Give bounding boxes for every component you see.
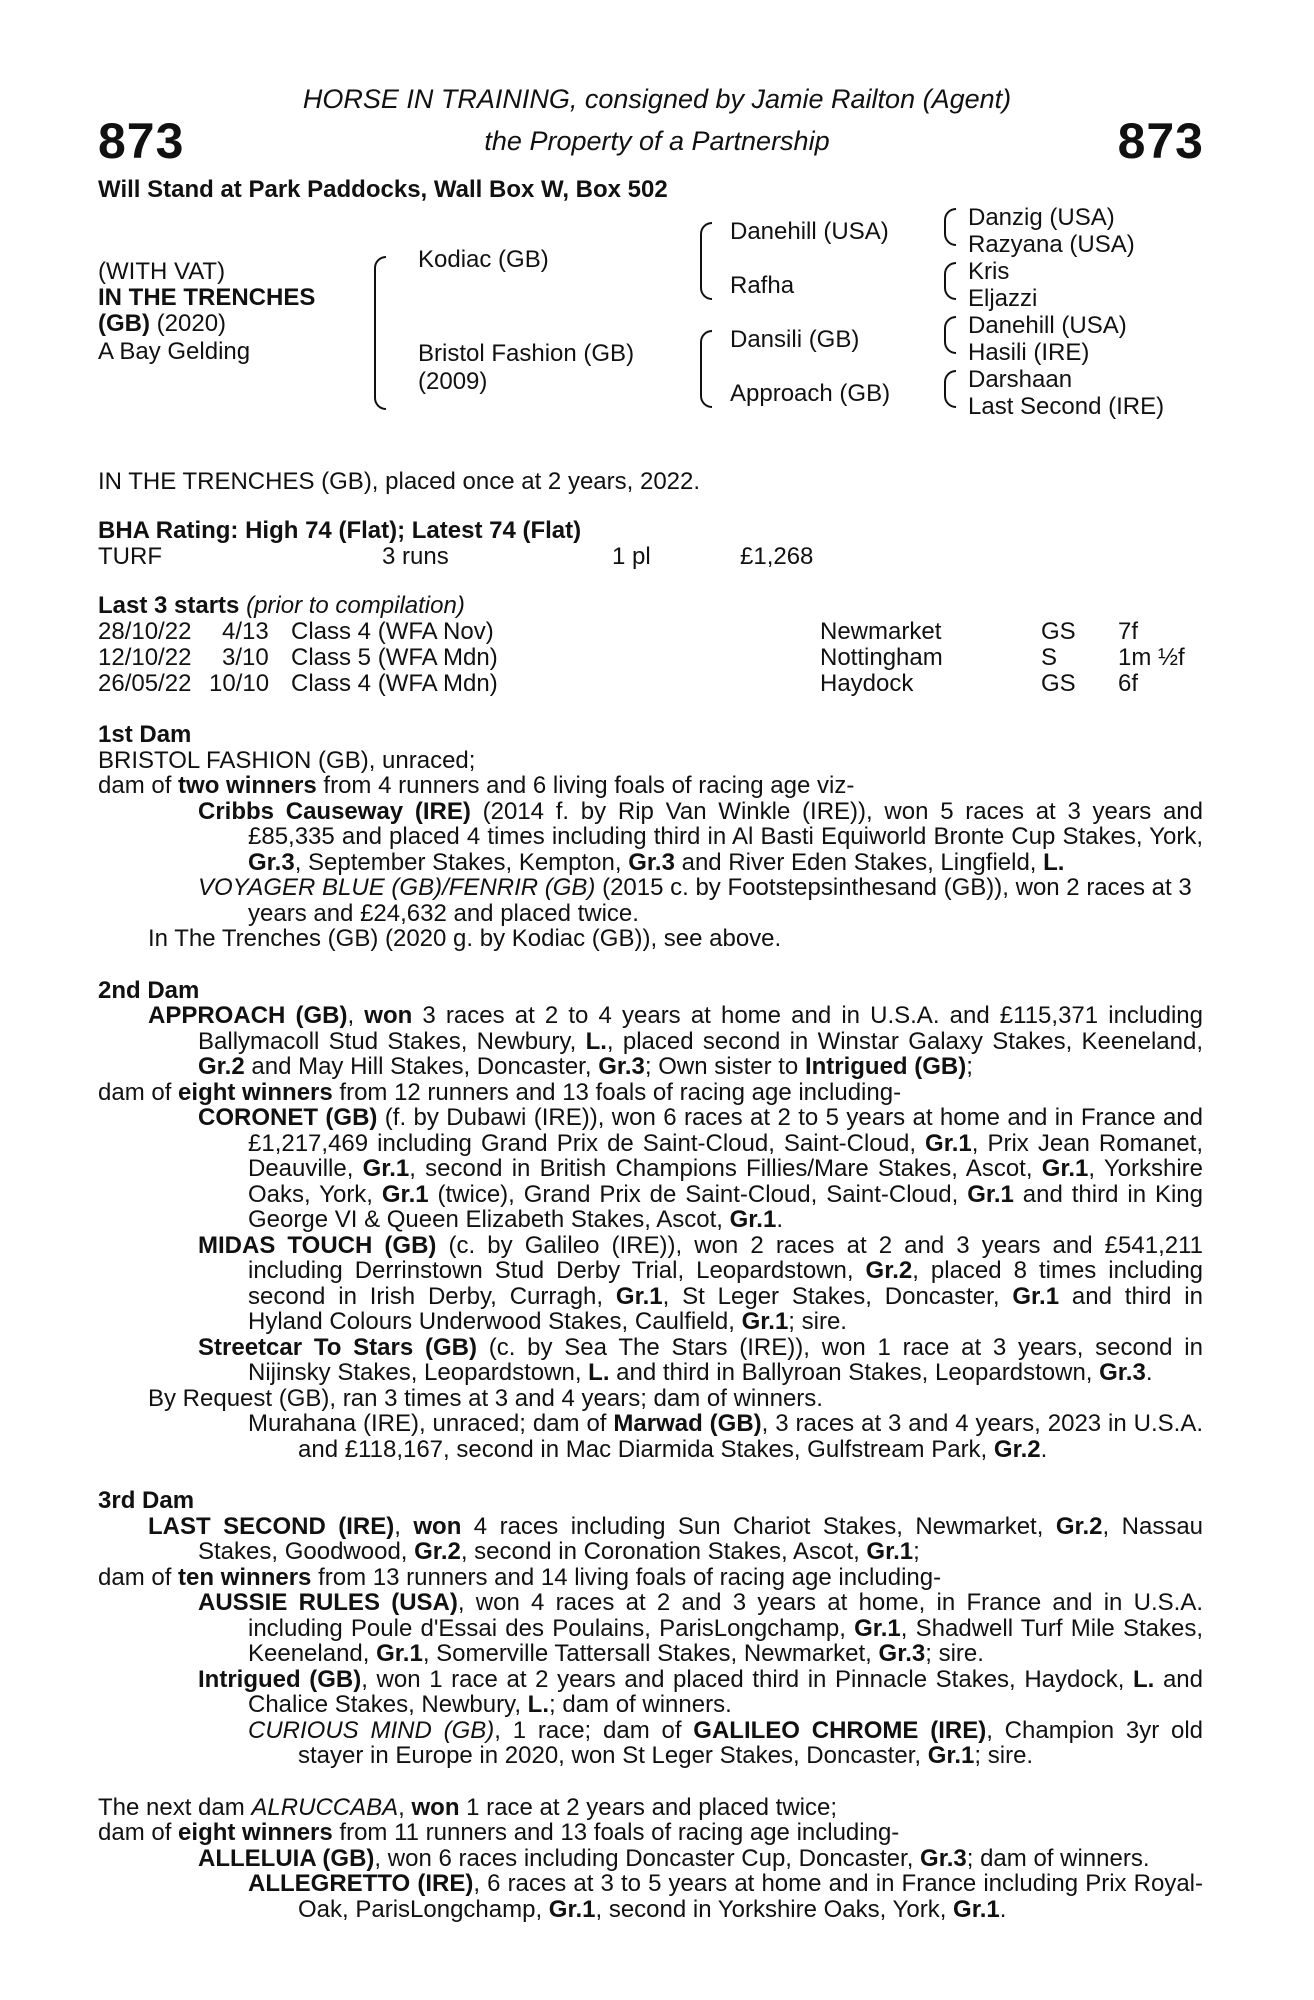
last-starts-heading — [98, 592, 465, 620]
grade: Gr.1 — [376, 1640, 423, 1667]
dam3-produce — [98, 1565, 1203, 1591]
dam2-produce-midas — [98, 1233, 1203, 1335]
text: won — [364, 1002, 413, 1029]
text: Murahana (IRE), unraced; dam of — [248, 1410, 614, 1437]
text: and River Eden Stakes, Lingfield, — [674, 848, 1044, 876]
sire-sire: Danehill (USA) — [730, 218, 889, 245]
text: ; sire. — [925, 1640, 984, 1667]
text: dam of — [98, 1078, 179, 1106]
dam: Bristol Fashion (GB) — [418, 340, 635, 367]
grade: Gr.1 — [953, 1895, 1000, 1923]
text: (c. by Galileo (IRE)), won 2 races at 2 and 3 years and £541,211 including Derrinstown Stud Derby Trial, Leopardstown, — [248, 1231, 1203, 1284]
grade: Gr.2 — [865, 1257, 913, 1284]
grade: Gr.2 — [414, 1538, 461, 1565]
vat-label: (WITH VAT) — [98, 258, 226, 285]
text: . — [1040, 1435, 1048, 1463]
dam-sire: Dansili (GB) — [730, 326, 860, 353]
gg-8: Last Second (IRE) — [968, 393, 1165, 420]
start-position: 4/13 — [222, 618, 269, 645]
grade: L. — [527, 1691, 549, 1718]
text: and third in Ballyroan Stakes, Leopardstown, — [609, 1359, 1100, 1386]
dam2-produce-byrequest: By Request (GB), ran 3 times at 3 and 4 years; dam of winners. — [148, 1384, 823, 1412]
text: , — [347, 1002, 365, 1029]
start-date: 28/10/22 — [98, 618, 192, 645]
horse-name: ALRUCCABA — [251, 1793, 399, 1821]
grade: Gr.1 — [381, 1180, 429, 1208]
brace-gg1 — [944, 208, 956, 246]
start-class: Class 4 (WFA Nov) — [291, 618, 494, 645]
dam1-produce-1 — [98, 799, 1203, 876]
text: , won 4 races at 2 and 3 years at home, in France and in U.S.A. including Poule d'Essai des Poulains, ParisLongchamp, — [248, 1589, 1204, 1642]
horse-name: Marwad (GB) — [613, 1410, 762, 1437]
text: (f. by Dubawi (IRE)), won 6 races at 2 to 5 years at home and in France and £1,217,469 including Grand Prix de Saint-Cloud, Saint-Cloud, — [248, 1104, 1203, 1157]
gg-2: Razyana (USA) — [968, 231, 1135, 258]
text: 4 races including Sun Chariot Stakes, Newmarket, — [461, 1512, 1056, 1540]
grade: Gr.1 — [729, 1206, 777, 1233]
grade: L. — [588, 1359, 610, 1386]
text: , — [394, 1512, 414, 1540]
dam3-produce-aussie — [98, 1590, 1203, 1667]
horse-name: CURIOUS MIND (GB) — [248, 1716, 495, 1744]
gg-7: Darshaan — [968, 366, 1073, 393]
text: ; — [913, 1538, 920, 1565]
grade: Gr.2 — [1055, 1512, 1103, 1540]
start-distance: 7f — [1118, 618, 1139, 645]
text: , Nassau Stakes, Goodwood, — [198, 1512, 1204, 1565]
brace-dam — [700, 330, 712, 408]
start-distance: 6f — [1118, 670, 1139, 697]
rating-placed: 1 pl — [612, 543, 651, 570]
grade: L. — [585, 1027, 607, 1055]
text: ; sire. — [788, 1308, 847, 1335]
dam1-produce-2 — [98, 875, 1203, 926]
rating-runs: 3 runs — [382, 543, 449, 570]
text: , Prix Jean Romanet, Deauville, — [248, 1129, 1203, 1182]
text: . — [999, 1895, 1007, 1923]
lot-number-right: 873 — [1117, 113, 1204, 169]
text: from 12 runners and 13 foals of racing age including- — [332, 1078, 902, 1106]
header-property: the Property of a Partnership — [484, 126, 830, 156]
start-going: GS — [1041, 670, 1076, 697]
text: , placed 8 times including second in Irish Derby, Curragh, — [248, 1257, 1204, 1310]
dam3-produce-intrigued — [98, 1667, 1203, 1718]
text: won — [411, 1793, 460, 1821]
text: dam of — [98, 1819, 179, 1846]
start-distance: 1m ½f — [1118, 644, 1185, 671]
start-date: 12/10/22 — [98, 644, 192, 671]
text: and Chalice Stakes, Newbury, — [248, 1665, 1203, 1718]
winners-count: eight winners — [178, 1078, 333, 1106]
sire: Kodiac (GB) — [418, 246, 549, 273]
text: ; — [966, 1053, 973, 1080]
horse-name: AUSSIE RULES (USA) — [198, 1589, 458, 1616]
text: , 3 races at 3 and 4 years, 2023 in U.S.A. and £118,167, second in Mac Diarmida Stakes, Gulfstream Park, — [298, 1410, 1204, 1463]
race-summary: IN THE TRENCHES (GB), placed once at 2 years, 2022. — [98, 468, 701, 495]
text: , Yorkshire Oaks, York, — [248, 1155, 1203, 1208]
dam2-produce-streetcar — [98, 1335, 1203, 1386]
start-course: Haydock — [820, 670, 914, 697]
sire-dam: Rafha — [730, 272, 795, 299]
text: (2015 c. by Footstepsinthesand (GB)), won 2 races at 3 years and £24,632 and placed twice. — [248, 874, 1192, 927]
grade: Gr.1 — [967, 1180, 1014, 1208]
text: ; sire. — [974, 1742, 1034, 1769]
next-dam-produce-alleluia — [98, 1846, 1203, 1872]
dam-dam: Approach (GB) — [730, 380, 891, 407]
grade: Gr.1 — [548, 1895, 596, 1923]
text: ; dam of winners. — [549, 1691, 732, 1718]
text: from 13 runners and 14 living foals of racing age including- — [311, 1563, 942, 1591]
gg-4: Eljazzi — [968, 285, 1038, 312]
brace-gg2 — [944, 262, 956, 300]
grade: Gr.1 — [1041, 1155, 1089, 1182]
dam2-produce-murahana — [98, 1411, 1203, 1462]
stand-location: Will Stand at Park Paddocks, Wall Box W, Box 502 — [98, 176, 668, 203]
gg-1: Danzig (USA) — [968, 204, 1115, 231]
brace-sire — [700, 222, 712, 300]
horse-name: Cribbs Causeway (IRE) — [198, 797, 471, 825]
text: . — [776, 1206, 783, 1233]
next-dam-record — [98, 1795, 1203, 1821]
rating-surface: TURF — [98, 543, 162, 570]
text: ; dam of winners. — [966, 1844, 1150, 1872]
text: , St Leger Stakes, Doncaster, — [662, 1282, 1013, 1310]
text: ; Own sister to — [644, 1053, 805, 1080]
grade: Gr.3 — [598, 1053, 645, 1080]
grade: Gr.2 — [993, 1435, 1041, 1463]
text: , second in Coronation Stakes, Ascot, — [460, 1538, 867, 1565]
rating-earnings: £1,268 — [740, 543, 814, 570]
horse-name: APPROACH (GB) — [148, 1002, 348, 1029]
winners-count: two winners — [178, 772, 317, 799]
grade: L. — [1043, 848, 1065, 876]
horse-name: CORONET (GB) — [198, 1104, 378, 1131]
text: , 1 race; dam of — [494, 1716, 694, 1744]
grade: Gr.1 — [927, 1742, 975, 1769]
bha-rating: BHA Rating: High 74 (Flat); Latest 74 (Flat) — [98, 517, 582, 544]
grade: Gr.1 — [1012, 1282, 1060, 1310]
start-date: 26/05/22 — [98, 670, 192, 697]
next-dam-produce-allegretto — [98, 1871, 1203, 1922]
brace-gg3 — [944, 316, 956, 354]
horse-country: (GB) — [98, 310, 150, 337]
grade: Gr.3 — [1099, 1359, 1146, 1386]
text: , placed second in Winstar Galaxy Stakes, Keeneland, — [606, 1027, 1203, 1055]
text: , Champion 3yr old stayer in Europe in 2020, won St Leger Stakes, Doncaster, — [298, 1716, 1204, 1769]
text: and third in Hyland Colours Underwood Stakes, Caulfield, — [248, 1282, 1203, 1335]
grade: Gr.3 — [628, 848, 675, 876]
grade: Gr.3 — [878, 1640, 926, 1667]
dam3-produce-curious — [98, 1718, 1203, 1769]
grade: Gr.1 — [925, 1129, 972, 1157]
dam1-name: BRISTOL FASHION (GB), unraced; — [98, 746, 476, 774]
text: dam of — [98, 1563, 179, 1591]
horse-name: VOYAGER BLUE (GB)/FENRIR (GB) — [198, 874, 596, 901]
text: , second in Yorkshire Oaks, York, — [595, 1895, 954, 1923]
dam-year: (2009) — [418, 368, 488, 395]
horse-name: Intrigued (GB) — [804, 1053, 967, 1080]
text: , Shadwell Turf Mile Stakes, Keeneland, — [248, 1614, 1203, 1667]
dam2-produce-coronet — [98, 1105, 1203, 1233]
lot-number-left: 873 — [98, 113, 185, 169]
horse-name: Streetcar To Stars (GB) — [198, 1333, 477, 1361]
start-going: GS — [1041, 618, 1076, 645]
start-class: Class 4 (WFA Mdn) — [291, 670, 498, 697]
text: and third in King George VI & Queen Elizabeth Stakes, Ascot, — [248, 1180, 1203, 1233]
text: from 4 runners and 6 living foals of racing age viz- — [316, 772, 855, 799]
text: The next dam — [98, 1793, 252, 1821]
text: 3 races at 2 to 4 years at home and in U.S.A. and £115,371 including Ballymacoll Stud Stakes, Newbury, — [198, 1002, 1203, 1055]
grade: Gr.1 — [362, 1155, 410, 1182]
text: (2014 f. by Rip Van Winkle (IRE)), won 5 races at 3 years and £85,335 and placed 4 times including third in Al Basti Equiworld Bronte Cup Stakes, York, — [248, 797, 1204, 850]
start-course: Nottingham — [820, 644, 943, 671]
text: (c. by Sea The Stars (IRE)), won 1 race at 3 years, second in Nijinsky Stakes, Leopardstown, — [248, 1333, 1203, 1386]
horse-origin — [98, 310, 226, 338]
horse-name: GALILEO CHROME (IRE) — [693, 1716, 987, 1744]
horse-name: ALLEGRETTO (IRE) — [248, 1870, 474, 1897]
horse-name: IN THE TRENCHES — [98, 284, 316, 311]
horse-name: MIDAS TOUCH (GB) — [198, 1231, 437, 1259]
text: , 6 races at 3 to 5 years at home and in France including Prix Royal-Oak, ParisLongchamp, — [298, 1870, 1203, 1923]
grade: Gr.3 — [920, 1844, 967, 1872]
start-position: 10/10 — [209, 670, 270, 697]
text: (twice), Grand Prix de Saint-Cloud, Saint-Cloud, — [428, 1180, 968, 1208]
text: , won 1 race at 2 years and placed third in Pinnacle Stakes, Haydock, — [361, 1665, 1133, 1693]
grade: Gr.2 — [198, 1053, 245, 1080]
family-section — [98, 722, 1203, 1922]
grade: Gr.1 — [615, 1282, 663, 1310]
last-starts-note: (prior to compilation) — [246, 592, 465, 619]
brace-gg4 — [944, 370, 956, 408]
next-dam-produce — [98, 1820, 1203, 1846]
last-starts-title: Last 3 starts — [98, 592, 240, 619]
text: dam of — [98, 772, 179, 799]
text: , second in British Champions Fillies/Mare Stakes, Ascot, — [409, 1155, 1042, 1182]
horse-name: LAST SECOND (IRE) — [148, 1512, 395, 1540]
horse-description: A Bay Gelding — [98, 338, 251, 365]
grade: Gr.1 — [866, 1538, 914, 1565]
winners-count: ten winners — [178, 1563, 312, 1591]
brace-parents — [374, 256, 386, 410]
horse-name: Intrigued (GB) — [198, 1665, 362, 1693]
start-going: S — [1041, 644, 1058, 671]
grade: Gr.1 — [854, 1614, 901, 1642]
text: , — [398, 1793, 412, 1821]
text: , Somerville Tattersall Stakes, Newmarket, — [422, 1640, 879, 1667]
start-position: 3/10 — [222, 644, 269, 671]
horse-year: (2020) — [156, 310, 227, 337]
text: and May Hill Stakes, Doncaster, — [244, 1053, 599, 1080]
text: won — [413, 1512, 462, 1540]
grade: Gr.1 — [741, 1308, 789, 1335]
text: , September Stakes, Kempton, — [294, 848, 629, 876]
grade: Gr.3 — [248, 848, 295, 876]
gg-5: Danehill (USA) — [968, 312, 1127, 339]
gg-3: Kris — [968, 258, 1010, 285]
text: , won 6 races including Doncaster Cup, Doncaster, — [374, 1844, 921, 1872]
start-course: Newmarket — [820, 618, 942, 645]
text: . — [1145, 1359, 1153, 1386]
dam2-record — [98, 1003, 1203, 1080]
dam1-produce-3: In The Trenches (GB) (2020 g. by Kodiac (GB)), see above. — [148, 925, 782, 952]
text: 1 race at 2 years and placed twice; — [459, 1793, 838, 1821]
text: from 11 runners and 13 foals of racing age including- — [332, 1819, 900, 1846]
horse-name: ALLELUIA (GB) — [198, 1844, 375, 1872]
grade: L. — [1133, 1665, 1155, 1693]
dam2-heading: 2nd Dam — [98, 976, 200, 1004]
header-consignor: HORSE IN TRAINING, consigned by Jamie Railton (Agent) — [302, 84, 1012, 114]
start-class: Class 5 (WFA Mdn) — [291, 644, 498, 671]
dam3-record — [98, 1514, 1203, 1565]
dam1-heading: 1st Dam — [98, 721, 192, 748]
dam1-produce — [98, 773, 1203, 799]
winners-count: eight winners — [178, 1819, 333, 1846]
dam2-produce — [98, 1080, 1203, 1106]
gg-6: Hasili (IRE) — [968, 339, 1090, 366]
dam3-heading: 3rd Dam — [98, 1487, 195, 1514]
